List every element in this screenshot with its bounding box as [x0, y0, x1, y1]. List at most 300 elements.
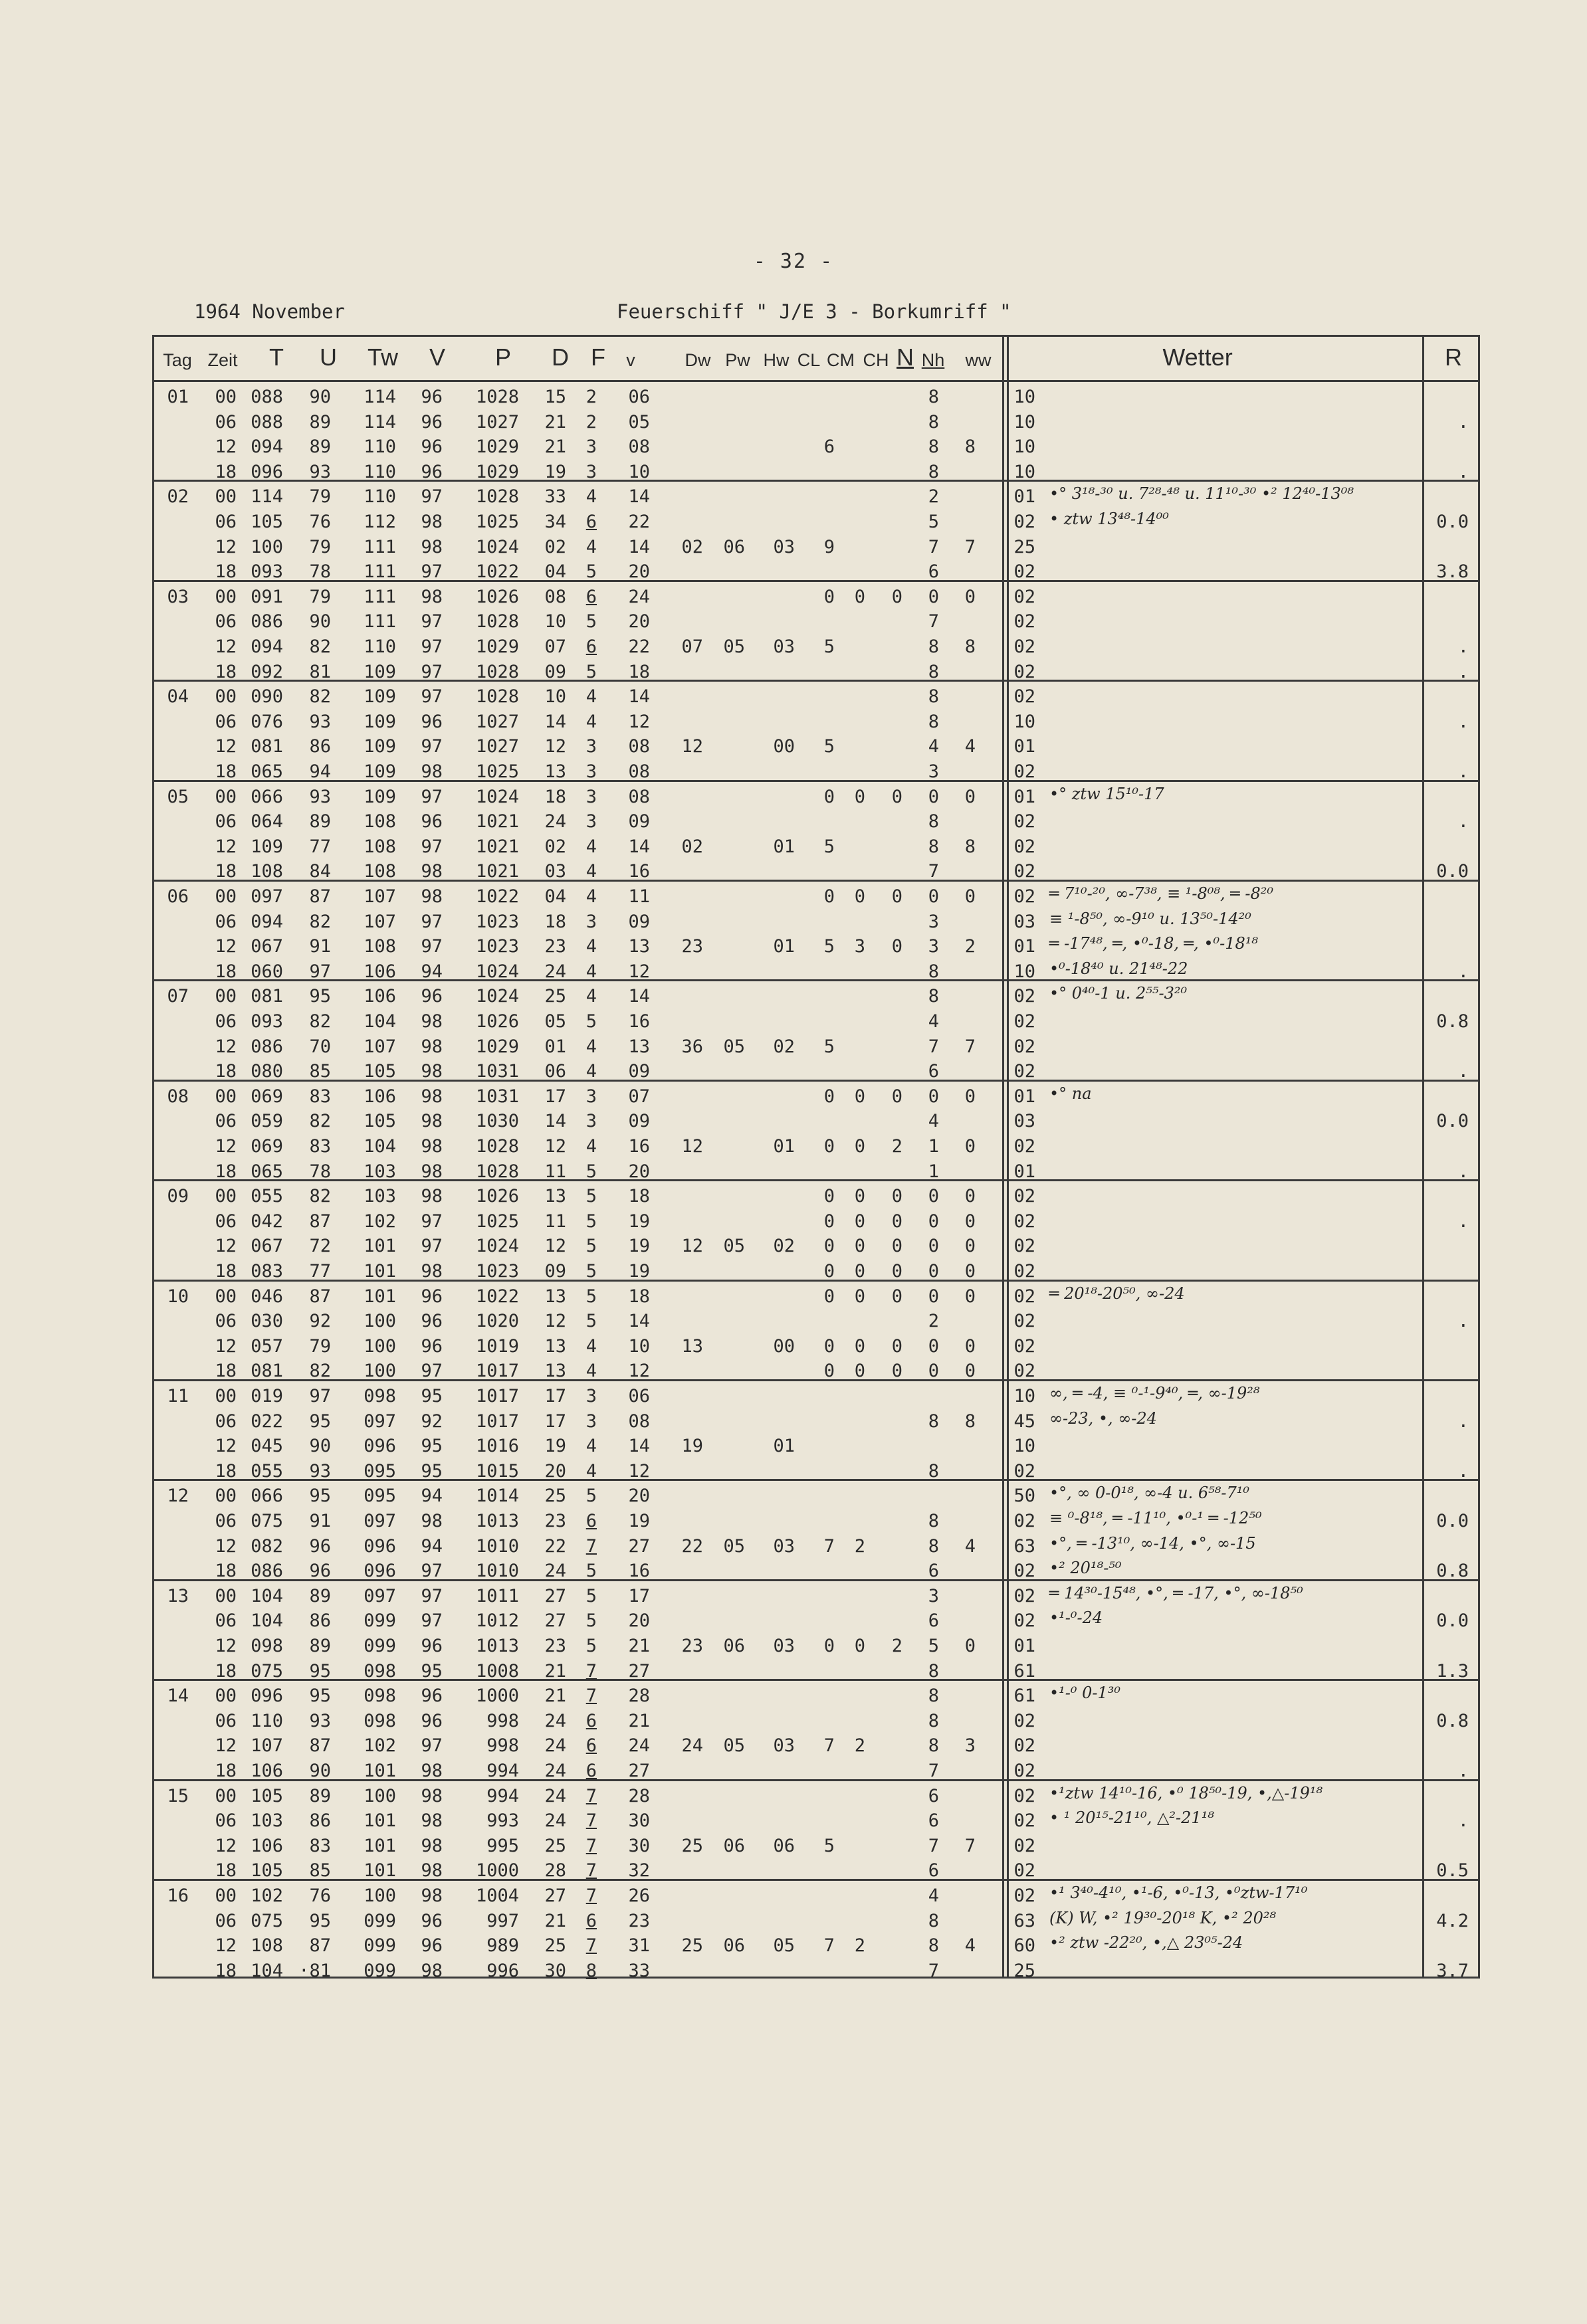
- table-row: [154, 1458, 1478, 1484]
- cell-u: 91: [309, 936, 331, 957]
- cell-vv: 08: [628, 436, 650, 458]
- cell-u: 76: [309, 1886, 331, 1906]
- table-row: [154, 1058, 1478, 1084]
- day-group: [154, 1181, 1478, 1281]
- cell-zeit: 06: [215, 1311, 237, 1332]
- table-row: [154, 1908, 1478, 1933]
- cell-ch: 2: [891, 1135, 902, 1157]
- cell-p: 1028: [475, 661, 519, 682]
- table-row: [154, 1333, 1478, 1359]
- cell-t: 022: [251, 1410, 283, 1432]
- cell-d: 19: [544, 461, 566, 482]
- cell-f: 4: [585, 1036, 597, 1057]
- cell-t: 030: [251, 1311, 283, 1332]
- cell-tw: 102: [364, 1210, 396, 1232]
- table-row: [154, 1108, 1478, 1133]
- cell-zeit: 12: [215, 436, 237, 458]
- cell-zeit: 06: [215, 1011, 237, 1032]
- cell-u: 87: [309, 1210, 331, 1232]
- table-row: [154, 1933, 1478, 1958]
- cell-v: 96: [421, 986, 443, 1007]
- weather-note: ═ 14³⁰-15⁴⁸, •°, ═ -17, •°, ∞-18⁵⁰: [1049, 1583, 1303, 1602]
- cell-t: 057: [251, 1335, 283, 1357]
- cell-r: 0.8: [1436, 1710, 1469, 1731]
- cell-ww: 02: [1013, 661, 1035, 682]
- cell-r: .: [1457, 461, 1469, 482]
- cell-p: 995: [486, 1835, 519, 1856]
- cell-v: 96: [421, 1686, 443, 1707]
- weather-note: •° na: [1049, 1084, 1092, 1103]
- cell-tw: 110: [364, 486, 396, 508]
- cell-u: 72: [309, 1236, 331, 1257]
- table-row: [154, 1783, 1478, 1808]
- cell-tw: 109: [364, 736, 396, 757]
- cell-nh: 7: [964, 536, 976, 557]
- cell-ww: 02: [1013, 811, 1035, 832]
- cell-f: 4: [585, 986, 597, 1007]
- cell-n: 1: [928, 1161, 939, 1182]
- col-pw: Pw: [725, 350, 750, 370]
- weather-note: ∞-23, •, ∞-24: [1049, 1408, 1157, 1428]
- cell-d: 03: [544, 861, 566, 882]
- cell-t: 094: [251, 436, 283, 458]
- day-group: [154, 582, 1478, 682]
- cell-dw: 25: [681, 1835, 703, 1856]
- day-group: [154, 1781, 1478, 1881]
- table-row: [154, 1958, 1478, 1983]
- cell-n: 2: [928, 1311, 939, 1332]
- cell-p: 1027: [475, 411, 519, 433]
- cell-p: 1015: [475, 1460, 519, 1482]
- cell-nh: 4: [964, 736, 976, 757]
- cell-v: 98: [421, 1785, 443, 1806]
- cell-n: 8: [928, 1460, 939, 1482]
- cell-d: 13: [544, 761, 566, 782]
- cell-v: 95: [421, 1460, 443, 1482]
- cell-f: 5: [585, 1286, 597, 1307]
- cell-f: 6: [585, 1710, 597, 1731]
- cell-vv: 31: [628, 1935, 650, 1957]
- cell-p: 1022: [475, 561, 519, 583]
- cell-tw: 098: [364, 1686, 396, 1707]
- col-vv: v: [626, 350, 635, 370]
- cell-vv: 20: [628, 1610, 650, 1632]
- cell-v: 96: [421, 436, 443, 458]
- cell-nh: 0: [964, 1210, 976, 1232]
- cell-u: 95: [309, 1486, 331, 1507]
- cell-vv: 19: [628, 1510, 650, 1531]
- cell-pw: 06: [723, 1835, 745, 1856]
- cell-r: .: [1457, 1311, 1469, 1332]
- cell-ww: 25: [1013, 536, 1035, 557]
- cell-nh: 4: [964, 1535, 976, 1557]
- cell-f: 7: [585, 1886, 597, 1906]
- cell-zeit: 18: [215, 1960, 237, 1981]
- cell-cl: 0: [823, 1361, 835, 1382]
- cell-t: 098: [251, 1635, 283, 1656]
- weather-note: •°, ∞ 0-0¹⁸, ∞-4 u. 6⁵⁸-7¹⁰: [1049, 1484, 1250, 1503]
- cell-dw: 13: [681, 1335, 703, 1357]
- cell-ch: 0: [891, 1260, 902, 1282]
- cell-dw: 12: [681, 1236, 703, 1257]
- cell-v: 97: [421, 1210, 443, 1232]
- cell-v: 97: [421, 911, 443, 932]
- cell-f: 2: [585, 411, 597, 433]
- table-row: [154, 559, 1478, 584]
- cell-n: 7: [928, 1960, 939, 1981]
- cell-cm: 0: [854, 886, 865, 907]
- col-nh: Nh: [921, 350, 945, 370]
- cell-tw: 096: [364, 1535, 396, 1557]
- cell-d: 12: [544, 1135, 566, 1157]
- cell-d: 07: [544, 636, 566, 657]
- cell-cm: 0: [854, 1236, 865, 1257]
- cell-v: 95: [421, 1386, 443, 1406]
- cell-f: 7: [585, 1785, 597, 1806]
- cell-d: 09: [544, 1260, 566, 1282]
- cell-cl: 0: [823, 1286, 835, 1307]
- table-row: [154, 1758, 1478, 1783]
- cell-u: 93: [309, 786, 331, 807]
- cell-v: 98: [421, 1011, 443, 1032]
- cell-r: 3.7: [1436, 1960, 1469, 1981]
- weather-note: ≡ ⁰-8¹⁸, ═ -11¹⁰, •⁰-¹ ═ -12⁵⁰: [1049, 1508, 1262, 1527]
- cell-t: 081: [251, 736, 283, 757]
- cell-zeit: 06: [215, 1510, 237, 1531]
- cell-nh: 7: [964, 1835, 976, 1856]
- cell-zeit: 00: [215, 1686, 237, 1707]
- cell-f: 5: [585, 1311, 597, 1332]
- day-group: [154, 1381, 1478, 1481]
- cell-n: 8: [928, 636, 939, 657]
- cell-f: 5: [585, 1210, 597, 1232]
- cell-ch: 0: [891, 1286, 902, 1307]
- cell-zeit: 00: [215, 387, 237, 407]
- cell-v: 98: [421, 1036, 443, 1057]
- cell-cl: 0: [823, 786, 835, 807]
- cell-zeit: 00: [215, 886, 237, 907]
- cell-cl: 9: [823, 536, 835, 557]
- cell-ww: 02: [1013, 611, 1035, 632]
- cell-cl: 0: [823, 1236, 835, 1257]
- cell-vv: 08: [628, 786, 650, 807]
- cell-f: 5: [585, 1635, 597, 1656]
- table-row: [154, 534, 1478, 559]
- cell-f: 3: [585, 1086, 597, 1107]
- cell-p: 1000: [475, 1686, 519, 1707]
- cell-d: 13: [544, 1335, 566, 1357]
- cell-t: 088: [251, 411, 283, 433]
- cell-t: 066: [251, 786, 283, 807]
- cell-nh: 2: [964, 936, 976, 957]
- cell-hw: 00: [773, 736, 795, 757]
- col-r: R: [1445, 343, 1462, 371]
- cell-r: .: [1457, 1161, 1469, 1182]
- cell-cm: 0: [854, 586, 865, 607]
- cell-tag: 15: [167, 1785, 189, 1806]
- cell-f: 4: [585, 861, 597, 882]
- cell-p: 1004: [475, 1886, 519, 1906]
- cell-p: 998: [486, 1735, 519, 1757]
- cell-p: 1017: [475, 1361, 519, 1382]
- cell-f: 5: [585, 1585, 597, 1606]
- cell-tw: 096: [364, 1436, 396, 1457]
- cell-cm: 2: [854, 1735, 865, 1757]
- month-label: 1964 November: [194, 300, 345, 323]
- cell-t: 067: [251, 936, 283, 957]
- table-row: [154, 1209, 1478, 1234]
- cell-cm: 0: [854, 786, 865, 807]
- cell-vv: 16: [628, 1011, 650, 1032]
- cell-u: 89: [309, 1635, 331, 1656]
- col-d: D: [552, 343, 569, 371]
- cell-d: 34: [544, 511, 566, 532]
- table-row: [154, 1833, 1478, 1858]
- cell-u: 95: [309, 1910, 331, 1931]
- cell-ww: 02: [1013, 886, 1035, 907]
- cell-r: .: [1457, 961, 1469, 982]
- cell-n: 0: [928, 1236, 939, 1257]
- cell-zeit: 00: [215, 1785, 237, 1806]
- cell-d: 08: [544, 586, 566, 607]
- cell-d: 24: [544, 811, 566, 832]
- cell-tw: 109: [364, 661, 396, 682]
- cell-vv: 14: [628, 986, 650, 1007]
- cell-t: 088: [251, 387, 283, 407]
- cell-tw: 095: [364, 1486, 396, 1507]
- cell-f: 6: [585, 636, 597, 657]
- table-row: [154, 684, 1478, 709]
- cell-u: 79: [309, 1335, 331, 1357]
- cell-v: 96: [421, 1935, 443, 1957]
- cell-dw: 23: [681, 1635, 703, 1656]
- cell-cl: 7: [823, 1935, 835, 1957]
- cell-u: 86: [309, 1810, 331, 1832]
- cell-d: 25: [544, 1486, 566, 1507]
- cell-ww: 10: [1013, 411, 1035, 433]
- cell-d: 18: [544, 911, 566, 932]
- cell-t: 107: [251, 1735, 283, 1757]
- cell-t: 076: [251, 711, 283, 732]
- cell-ww: 02: [1013, 1760, 1035, 1781]
- cell-vv: 20: [628, 1486, 650, 1507]
- table-row: [154, 1084, 1478, 1109]
- day-group: [154, 1481, 1478, 1581]
- cell-cl: 6: [823, 436, 835, 458]
- table-row: [154, 1433, 1478, 1458]
- cell-tag: 10: [167, 1286, 189, 1307]
- cell-hw: 06: [773, 1835, 795, 1856]
- table-row: [154, 484, 1478, 509]
- table-row: [154, 1483, 1478, 1508]
- cell-d: 27: [544, 1610, 566, 1632]
- weather-note: •° 0⁴⁰-1 u. 2⁵⁵-3²⁰: [1049, 984, 1188, 1003]
- cell-zeit: 18: [215, 1561, 237, 1582]
- cell-v: 96: [421, 411, 443, 433]
- cell-t: 093: [251, 561, 283, 583]
- cell-u: 93: [309, 1710, 331, 1731]
- cell-f: 7: [585, 1810, 597, 1832]
- cell-n: 0: [928, 1086, 939, 1107]
- table-row: [154, 959, 1478, 984]
- cell-tw: 109: [364, 686, 396, 708]
- cell-zeit: 06: [215, 1810, 237, 1832]
- cell-ch: 0: [891, 1186, 902, 1207]
- cell-t: 104: [251, 1585, 283, 1606]
- cell-t: 094: [251, 911, 283, 932]
- cell-tw: 101: [364, 1860, 396, 1882]
- cell-ww: 01: [1013, 1635, 1035, 1656]
- cell-p: 1031: [475, 1086, 519, 1107]
- cell-d: 11: [544, 1210, 566, 1232]
- cell-n: 4: [928, 1886, 939, 1906]
- cell-cm: 0: [854, 1186, 865, 1207]
- cell-cm: 2: [854, 1935, 865, 1957]
- cell-cl: 5: [823, 636, 835, 657]
- cell-dw: 36: [681, 1036, 703, 1057]
- cell-tag: 02: [167, 486, 189, 508]
- cell-u: 70: [309, 1036, 331, 1057]
- cell-nh: 0: [964, 1335, 976, 1357]
- cell-d: 24: [544, 1710, 566, 1731]
- cell-u: 77: [309, 836, 331, 857]
- cell-tag: 14: [167, 1686, 189, 1707]
- cell-n: 4: [928, 1111, 939, 1132]
- cell-u: 89: [309, 811, 331, 832]
- cell-p: 1024: [475, 1236, 519, 1257]
- cell-zeit: 18: [215, 1860, 237, 1882]
- cell-t: 064: [251, 811, 283, 832]
- cell-v: 98: [421, 536, 443, 557]
- table-row: [154, 459, 1478, 484]
- cell-vv: 16: [628, 861, 650, 882]
- cell-t: 065: [251, 761, 283, 782]
- cell-t: 065: [251, 1161, 283, 1182]
- cell-t: 069: [251, 1135, 283, 1157]
- cell-f: 5: [585, 1486, 597, 1507]
- cell-u: 87: [309, 1286, 331, 1307]
- cell-u: 86: [309, 1610, 331, 1632]
- cell-vv: 33: [628, 1960, 650, 1981]
- cell-ww: 02: [1013, 1886, 1035, 1906]
- cell-tw: 101: [364, 1760, 396, 1781]
- cell-u: 87: [309, 1935, 331, 1957]
- cell-u: 82: [309, 1186, 331, 1207]
- cell-u: 76: [309, 511, 331, 532]
- cell-ww: 63: [1013, 1535, 1035, 1557]
- cell-r: .: [1457, 1061, 1469, 1082]
- cell-vv: 27: [628, 1535, 650, 1557]
- cell-ww: 02: [1013, 511, 1035, 532]
- col-tag: Tag: [163, 350, 192, 370]
- cell-ww: 02: [1013, 1361, 1035, 1382]
- cell-t: 060: [251, 961, 283, 982]
- cell-p: 1025: [475, 511, 519, 532]
- cell-u: 91: [309, 1510, 331, 1531]
- cell-d: 05: [544, 1011, 566, 1032]
- cell-p: 1024: [475, 961, 519, 982]
- cell-f: 4: [585, 536, 597, 557]
- cell-p: 1023: [475, 936, 519, 957]
- cell-vv: 18: [628, 1286, 650, 1307]
- cell-zeit: 00: [215, 486, 237, 508]
- cell-u: 86: [309, 736, 331, 757]
- cell-v: 98: [421, 1886, 443, 1906]
- table-row: [154, 609, 1478, 634]
- cell-zeit: 06: [215, 411, 237, 433]
- cell-tw: 108: [364, 861, 396, 882]
- cell-vv: 16: [628, 1561, 650, 1582]
- cell-zeit: 18: [215, 1061, 237, 1082]
- cell-cl: 0: [823, 1086, 835, 1107]
- cell-tw: 106: [364, 961, 396, 982]
- cell-n: 8: [928, 1410, 939, 1432]
- cell-vv: 13: [628, 1036, 650, 1057]
- table-row: [154, 1883, 1478, 1908]
- cell-t: 083: [251, 1260, 283, 1282]
- cell-pw: 05: [723, 1236, 745, 1257]
- cell-u: 96: [309, 1561, 331, 1582]
- cell-ww: 61: [1013, 1660, 1035, 1682]
- cell-t: 091: [251, 586, 283, 607]
- cell-tw: 101: [364, 1835, 396, 1856]
- cell-ww: 25: [1013, 1960, 1035, 1981]
- cell-u: 79: [309, 586, 331, 607]
- table-row: [154, 909, 1478, 934]
- cell-zeit: 18: [215, 1660, 237, 1682]
- cell-n: 0: [928, 886, 939, 907]
- cell-r: 0.0: [1436, 861, 1469, 882]
- cell-tw: 104: [364, 1011, 396, 1032]
- cell-n: 0: [928, 1260, 939, 1282]
- cell-vv: 22: [628, 636, 650, 657]
- cell-r: .: [1457, 411, 1469, 433]
- cell-tag: 12: [167, 1486, 189, 1507]
- cell-r: .: [1457, 1760, 1469, 1781]
- cell-tag: 11: [167, 1386, 189, 1406]
- cell-u: 83: [309, 1086, 331, 1107]
- cell-d: 18: [544, 786, 566, 807]
- cell-p: 1030: [475, 1111, 519, 1132]
- cell-ww: 03: [1013, 1111, 1035, 1132]
- cell-cm: 0: [854, 1635, 865, 1656]
- cell-r: 0.0: [1436, 1610, 1469, 1632]
- table-row: [154, 634, 1478, 659]
- cell-r: .: [1457, 811, 1469, 832]
- col-u: U: [320, 343, 337, 371]
- cell-ww: 01: [1013, 486, 1035, 508]
- cell-t: 093: [251, 1011, 283, 1032]
- cell-vv: 27: [628, 1760, 650, 1781]
- cell-nh: 4: [964, 1935, 976, 1957]
- cell-hw: 03: [773, 536, 795, 557]
- cell-pw: 05: [723, 1535, 745, 1557]
- cell-tw: 108: [364, 836, 396, 857]
- cell-f: 5: [585, 1186, 597, 1207]
- table-row: [154, 659, 1478, 684]
- cell-tw: 101: [364, 1260, 396, 1282]
- cell-vv: 26: [628, 1886, 650, 1906]
- cell-tw: 100: [364, 1785, 396, 1806]
- cell-t: 096: [251, 461, 283, 482]
- cell-d: 14: [544, 1111, 566, 1132]
- cell-tw: 103: [364, 1186, 396, 1207]
- cell-vv: 27: [628, 1660, 650, 1682]
- cell-d: 06: [544, 1061, 566, 1082]
- cell-f: 6: [585, 1910, 597, 1931]
- cell-v: 98: [421, 586, 443, 607]
- cell-tw: 109: [364, 786, 396, 807]
